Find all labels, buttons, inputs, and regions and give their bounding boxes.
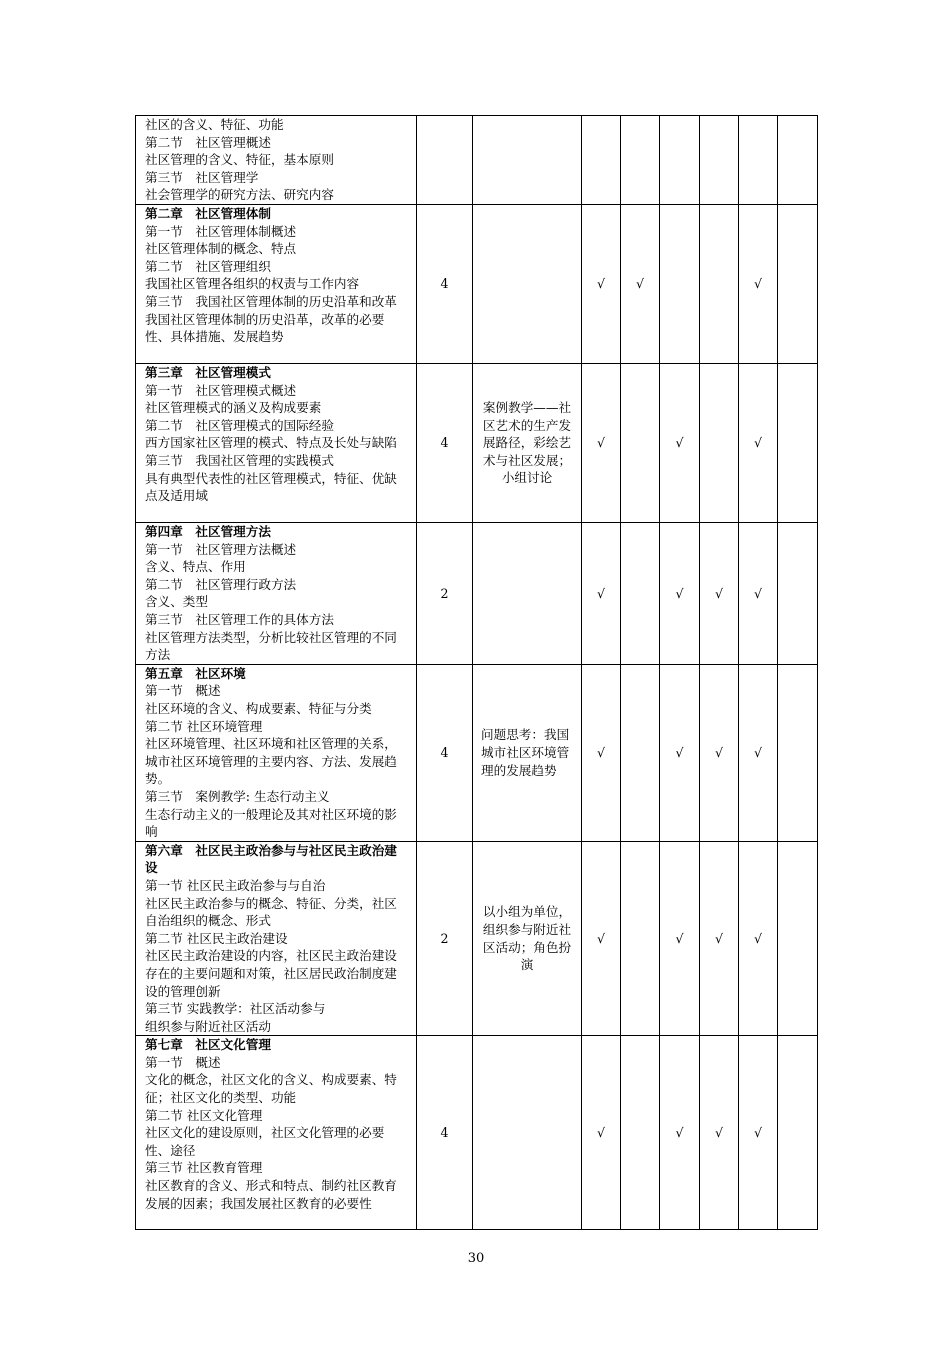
table-row	[136, 1036, 818, 1230]
hours-cell	[417, 116, 473, 205]
objective-check-cell: √	[739, 841, 778, 1036]
chapter-title: 第四章 社区管理方法	[145, 524, 271, 539]
objective-check-cell: √	[739, 205, 778, 364]
content-line: 社区管理方法类型，分析比较社区管理的不同方法	[145, 629, 397, 663]
objective-check-cell	[778, 116, 818, 205]
content-line: 第二节 社区管理模式的国际经验	[145, 417, 334, 433]
content-line: 社区民主政治参与的概念、特征、分类，社区自治组织的概念、形式	[145, 895, 397, 929]
syllabus-table-body	[136, 116, 818, 1230]
content-line: 社区管理体制的概念、特点	[145, 241, 297, 257]
content-line: 具有典型代表性的社区管理模式，特征、优缺点及适用域	[145, 470, 397, 504]
objective-check-cell: √	[660, 841, 700, 1036]
content-line: 含义、特点、作用	[145, 559, 246, 575]
content-line: 第一节 概述	[145, 1054, 221, 1070]
content-line: 文化的概念，社区文化的含义、构成要素、特征；社区文化的类型、功能	[145, 1072, 397, 1106]
syllabus-table	[135, 115, 818, 1230]
chapter-content-cell	[136, 116, 417, 205]
objective-check-cell: √	[582, 664, 621, 841]
teaching-method-cell: 案例教学——社区艺术的生产发展路径，彩绘艺术与社区发展；小组讨论	[473, 364, 582, 523]
objective-check-cell: √	[582, 1036, 621, 1230]
objective-check-cell: √	[700, 664, 739, 841]
content-line: 社区文化的建设原则，社区文化管理的必要性、途径	[145, 1125, 385, 1158]
objective-check-cell: √	[582, 523, 621, 665]
objective-check-cell	[621, 1036, 660, 1230]
content-line: 第三节 社区管理工作的具体方法	[145, 611, 334, 627]
objective-check-cell: √	[660, 664, 700, 841]
objective-check-cell: √	[660, 523, 700, 665]
teaching-method-cell	[473, 205, 582, 364]
objective-check-cell	[700, 116, 739, 205]
objective-check-cell	[660, 116, 700, 205]
content-line: 第二节 社区民主政治建设	[145, 930, 288, 946]
content-line: 社区管理的含义、特征，基本原则	[145, 152, 334, 168]
table-row	[136, 116, 818, 205]
chapter-content-cell	[136, 841, 417, 1036]
objective-check-cell	[778, 664, 818, 841]
objective-check-cell: √	[582, 841, 621, 1036]
content-line: 社会管理学的研究方法、研究内容	[145, 187, 334, 203]
objective-check-cell: √	[582, 205, 621, 364]
objective-check-cell: √	[739, 1036, 778, 1230]
hours-cell: 4	[417, 205, 473, 364]
content-line: 第二节 社区管理行政方法	[145, 576, 297, 592]
objective-check-cell	[778, 841, 818, 1036]
objective-check-cell: √	[739, 364, 778, 523]
objective-check-cell: √	[739, 664, 778, 841]
teaching-method-cell: 问题思考：我国城市社区环境管理的发展趋势	[473, 664, 582, 841]
chapter-content-cell	[136, 205, 417, 364]
table-row	[136, 664, 818, 841]
chapter-title: 第三章 社区管理模式	[145, 365, 271, 380]
objective-check-cell	[700, 205, 739, 364]
teaching-method-cell	[473, 116, 582, 205]
chapter-content-cell	[136, 523, 417, 665]
objective-check-cell	[700, 364, 739, 523]
content-line: 西方国家社区管理的模式、特点及长处与缺陷	[145, 435, 397, 451]
objective-check-cell: √	[700, 841, 739, 1036]
content-line: 第二节 社区管理组织	[145, 258, 271, 274]
objective-check-cell	[660, 205, 700, 364]
hours-cell: 4	[417, 664, 473, 841]
content-line: 社区的含义、特征、功能	[145, 117, 284, 132]
hours-cell: 2	[417, 523, 473, 665]
content-line: 第三节 社区教育管理	[145, 1160, 263, 1176]
chapter-content-cell	[136, 1036, 417, 1230]
objective-check-cell: √	[582, 364, 621, 523]
page-number: 30	[467, 1251, 485, 1266]
content-line: 社区管理模式的涵义及构成要素	[145, 400, 322, 416]
content-line: 组织参与附近社区活动	[145, 1018, 271, 1034]
objective-check-cell	[621, 841, 660, 1036]
table-row	[136, 523, 818, 665]
teaching-method-cell	[473, 1036, 582, 1230]
table-row	[136, 364, 818, 523]
objective-check-cell: √	[621, 205, 660, 364]
content-line: 第三节 案例教学: 生态行动主义	[145, 788, 330, 804]
objective-check-cell	[778, 523, 818, 665]
objective-check-cell: √	[700, 1036, 739, 1230]
content-line: 第二节 社区管理概述	[145, 134, 271, 150]
content-line: 我国社区管理体制的历史沿革，改革的必要性、具体措施、发展趋势	[145, 311, 385, 345]
hours-cell: 2	[417, 841, 473, 1036]
content-line: 第一节 社区管理模式概述	[145, 382, 297, 398]
hours-cell: 4	[417, 1036, 473, 1230]
objective-check-cell	[778, 205, 818, 364]
content-line: 第一节 社区管理方法概述	[145, 541, 297, 557]
chapter-title: 第六章 社区民主政治参与与社区民主政治建设	[145, 842, 397, 876]
content-line: 第二节 社区文化管理	[145, 1107, 263, 1123]
chapter-title: 第七章 社区文化管理	[145, 1037, 271, 1053]
content-line: 第三节 我国社区管理的实践模式	[145, 452, 334, 468]
content-line: 第三节 社区管理学	[145, 169, 259, 185]
chapter-title: 第五章 社区环境	[145, 665, 246, 681]
objective-check-cell	[582, 116, 621, 205]
content-line: 我国社区管理各组织的权责与工作内容	[145, 276, 360, 292]
objective-check-cell: √	[660, 1036, 700, 1230]
hours-cell: 4	[417, 364, 473, 523]
objective-check-cell	[739, 116, 778, 205]
content-line: 含义、类型	[145, 594, 208, 610]
content-line: 第一节 社区管理体制概述	[145, 223, 297, 239]
objective-check-cell: √	[739, 523, 778, 665]
teaching-method-cell	[473, 523, 582, 665]
chapter-content-cell	[136, 664, 417, 841]
teaching-method-cell: 以小组为单位，组织参与附近社区活动；角色扮演	[473, 841, 582, 1036]
content-line: 第一节 概述	[145, 683, 221, 699]
content-line: 第三节 我国社区管理体制的历史沿革和改革	[145, 293, 397, 309]
objective-check-cell	[778, 364, 818, 523]
content-line: 社区环境管理、社区环境和社区管理的关系，城市社区环境管理的主要内容、方法、发展趋势。	[145, 736, 397, 787]
objective-check-cell	[621, 523, 660, 665]
objective-check-cell	[621, 116, 660, 205]
content-line: 第一节 社区民主政治参与与自治	[145, 877, 326, 893]
objective-check-cell	[621, 664, 660, 841]
chapter-title: 第二章 社区管理体制	[145, 206, 271, 221]
objective-check-cell: √	[660, 364, 700, 523]
content-line: 生态行动主义的一般理论及其对社区环境的影响	[145, 806, 397, 840]
chapter-content-cell	[136, 364, 417, 523]
content-line: 社区环境的含义、构成要素、特征与分类	[145, 700, 372, 716]
content-line: 第三节 实践教学：社区活动参与	[145, 1001, 326, 1017]
content-line: 社区民主政治建设的内容，社区民主政治建设存在的主要问题和对策，社区居民政治制度建设的管理创新	[145, 948, 397, 999]
objective-check-cell: √	[700, 523, 739, 665]
table-row	[136, 841, 818, 1036]
content-line: 社区教育的含义、形式和特点、制约社区教育发展的因素；我国发展社区教育的必要性	[145, 1178, 397, 1211]
table-row	[136, 205, 818, 364]
content-line: 第二节 社区环境管理	[145, 718, 263, 734]
objective-check-cell	[621, 364, 660, 523]
objective-check-cell	[778, 1036, 818, 1230]
